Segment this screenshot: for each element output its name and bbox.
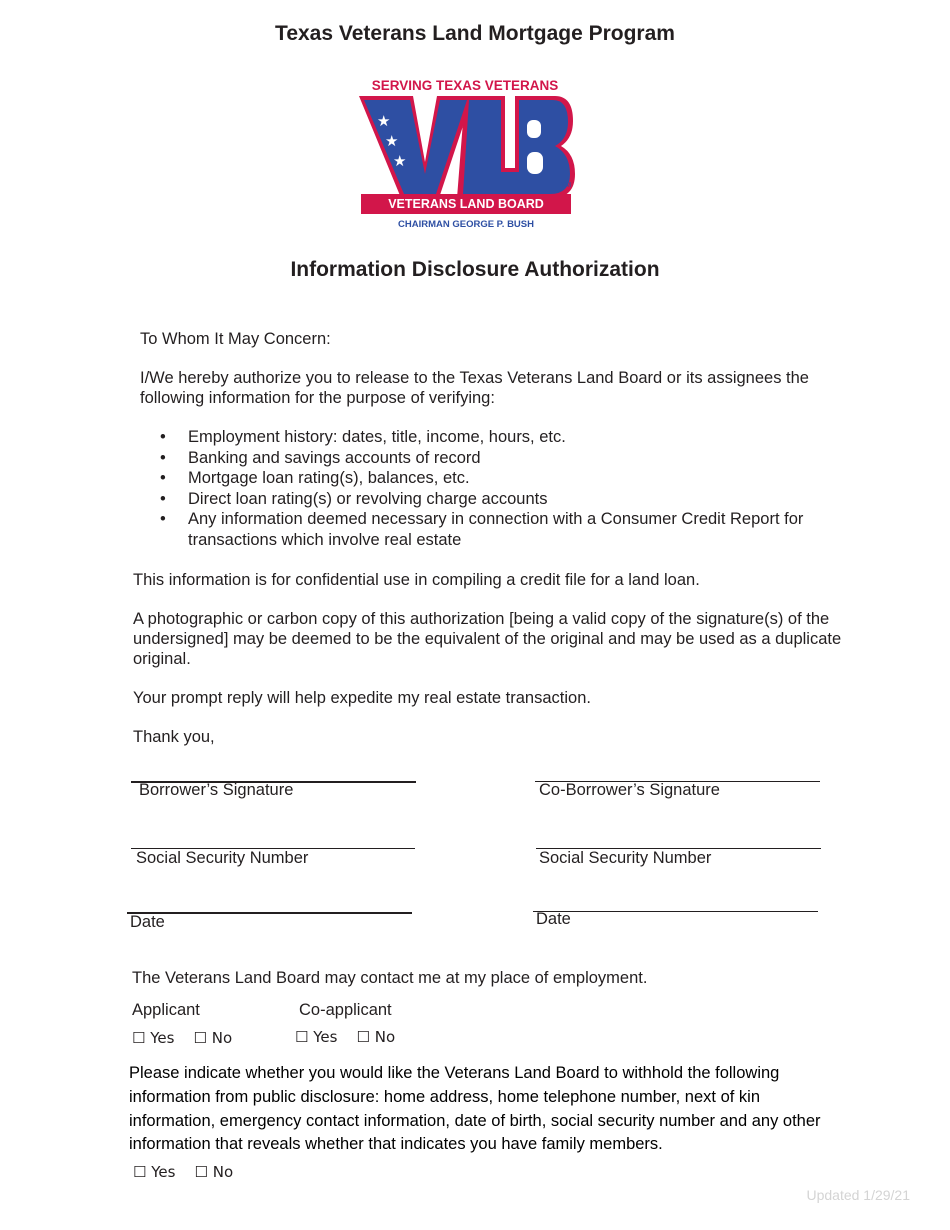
co-borrower-signature-label: Co-Borrower’s Signature xyxy=(539,781,720,799)
copy-statement: A photographic or carbon copy of this authorization [being a valid copy of the signature(s) of the undersigned] may be deemed to be the equivalent of the original and may be used as a duplicate original. xyxy=(133,610,842,668)
confidential-statement: This information is for confidential use in compiling a credit file for a land loan. xyxy=(133,571,700,589)
svg-text:★: ★ xyxy=(393,152,407,170)
disclosure-no-checkbox[interactable]: ☐ No xyxy=(194,1163,234,1181)
logo-banner-text: VETERANS LAND BOARD xyxy=(388,197,544,211)
list-item: • Employment history: dates, title, income, hours, etc. xyxy=(160,427,860,448)
co-applicant-no-checkbox[interactable]: ☐ No xyxy=(356,1028,396,1046)
form-title: Information Disclosure Authorization xyxy=(290,258,660,281)
authorization-text: I/We hereby authorize you to release to the Texas Veterans Land Board or its assignees the following information for the purpose of verifying: xyxy=(140,369,809,407)
disclosure-statement: Please indicate whether you would like the Veterans Land Board to withhold the following information from public disclosure: home address, home telephone number, next of kin information, emergency contact information, date of birth, social security number and any other information that reveals whether that indicates you have family members. xyxy=(129,1064,821,1154)
co-borrower-date-line[interactable] xyxy=(533,911,818,912)
svg-text:★: ★ xyxy=(385,132,399,150)
salutation: To Whom It May Concern: xyxy=(140,330,331,348)
co-borrower-date-label: Date xyxy=(536,910,571,928)
program-title: Texas Veterans Land Mortgage Program xyxy=(275,22,675,45)
list-item: • Mortgage loan rating(s), balances, etc. xyxy=(160,468,860,489)
logo-top-text: SERVING TEXAS VETERANS xyxy=(371,78,559,93)
applicant-label: Applicant xyxy=(132,1001,200,1019)
applicant-options xyxy=(132,1029,232,1047)
employment-statement: The Veterans Land Board may contact me at my place of employment. xyxy=(132,969,648,987)
vlb-logo xyxy=(355,76,575,231)
verification-list xyxy=(160,427,860,550)
borrower-date-line[interactable] xyxy=(127,912,412,914)
co-applicant-label: Co-applicant xyxy=(299,1001,392,1019)
prompt-statement: Your prompt reply will help expedite my real estate transaction. xyxy=(133,689,591,707)
borrower-signature-label: Borrower’s Signature xyxy=(139,781,294,799)
co-applicant-options xyxy=(295,1028,395,1046)
list-item: • Direct loan rating(s) or revolving charge accounts xyxy=(160,489,860,510)
applicant-no-checkbox[interactable]: ☐ No xyxy=(193,1029,233,1047)
disclosure-options xyxy=(133,1163,233,1181)
co-applicant-yes-checkbox[interactable]: ☐ Yes xyxy=(295,1028,338,1046)
borrower-ssn-label: Social Security Number xyxy=(136,849,309,867)
list-item: • Any information deemed necessary in connection with a Consumer Credit Report for transactions which involve real estate xyxy=(160,509,838,550)
disclosure-yes-checkbox[interactable]: ☐ Yes xyxy=(133,1163,176,1181)
logo-sub-text: CHAIRMAN GEORGE P. BUSH xyxy=(397,219,535,230)
updated-date: Updated 1/29/21 xyxy=(806,1187,910,1203)
applicant-yes-checkbox[interactable]: ☐ Yes xyxy=(132,1029,175,1047)
co-borrower-ssn-label: Social Security Number xyxy=(539,849,712,867)
closing: Thank you, xyxy=(133,728,215,746)
borrower-date-label: Date xyxy=(130,913,165,931)
list-item: • Banking and savings accounts of record xyxy=(160,448,860,469)
svg-text:★: ★ xyxy=(377,112,391,130)
logo-tm: TM xyxy=(561,182,572,189)
